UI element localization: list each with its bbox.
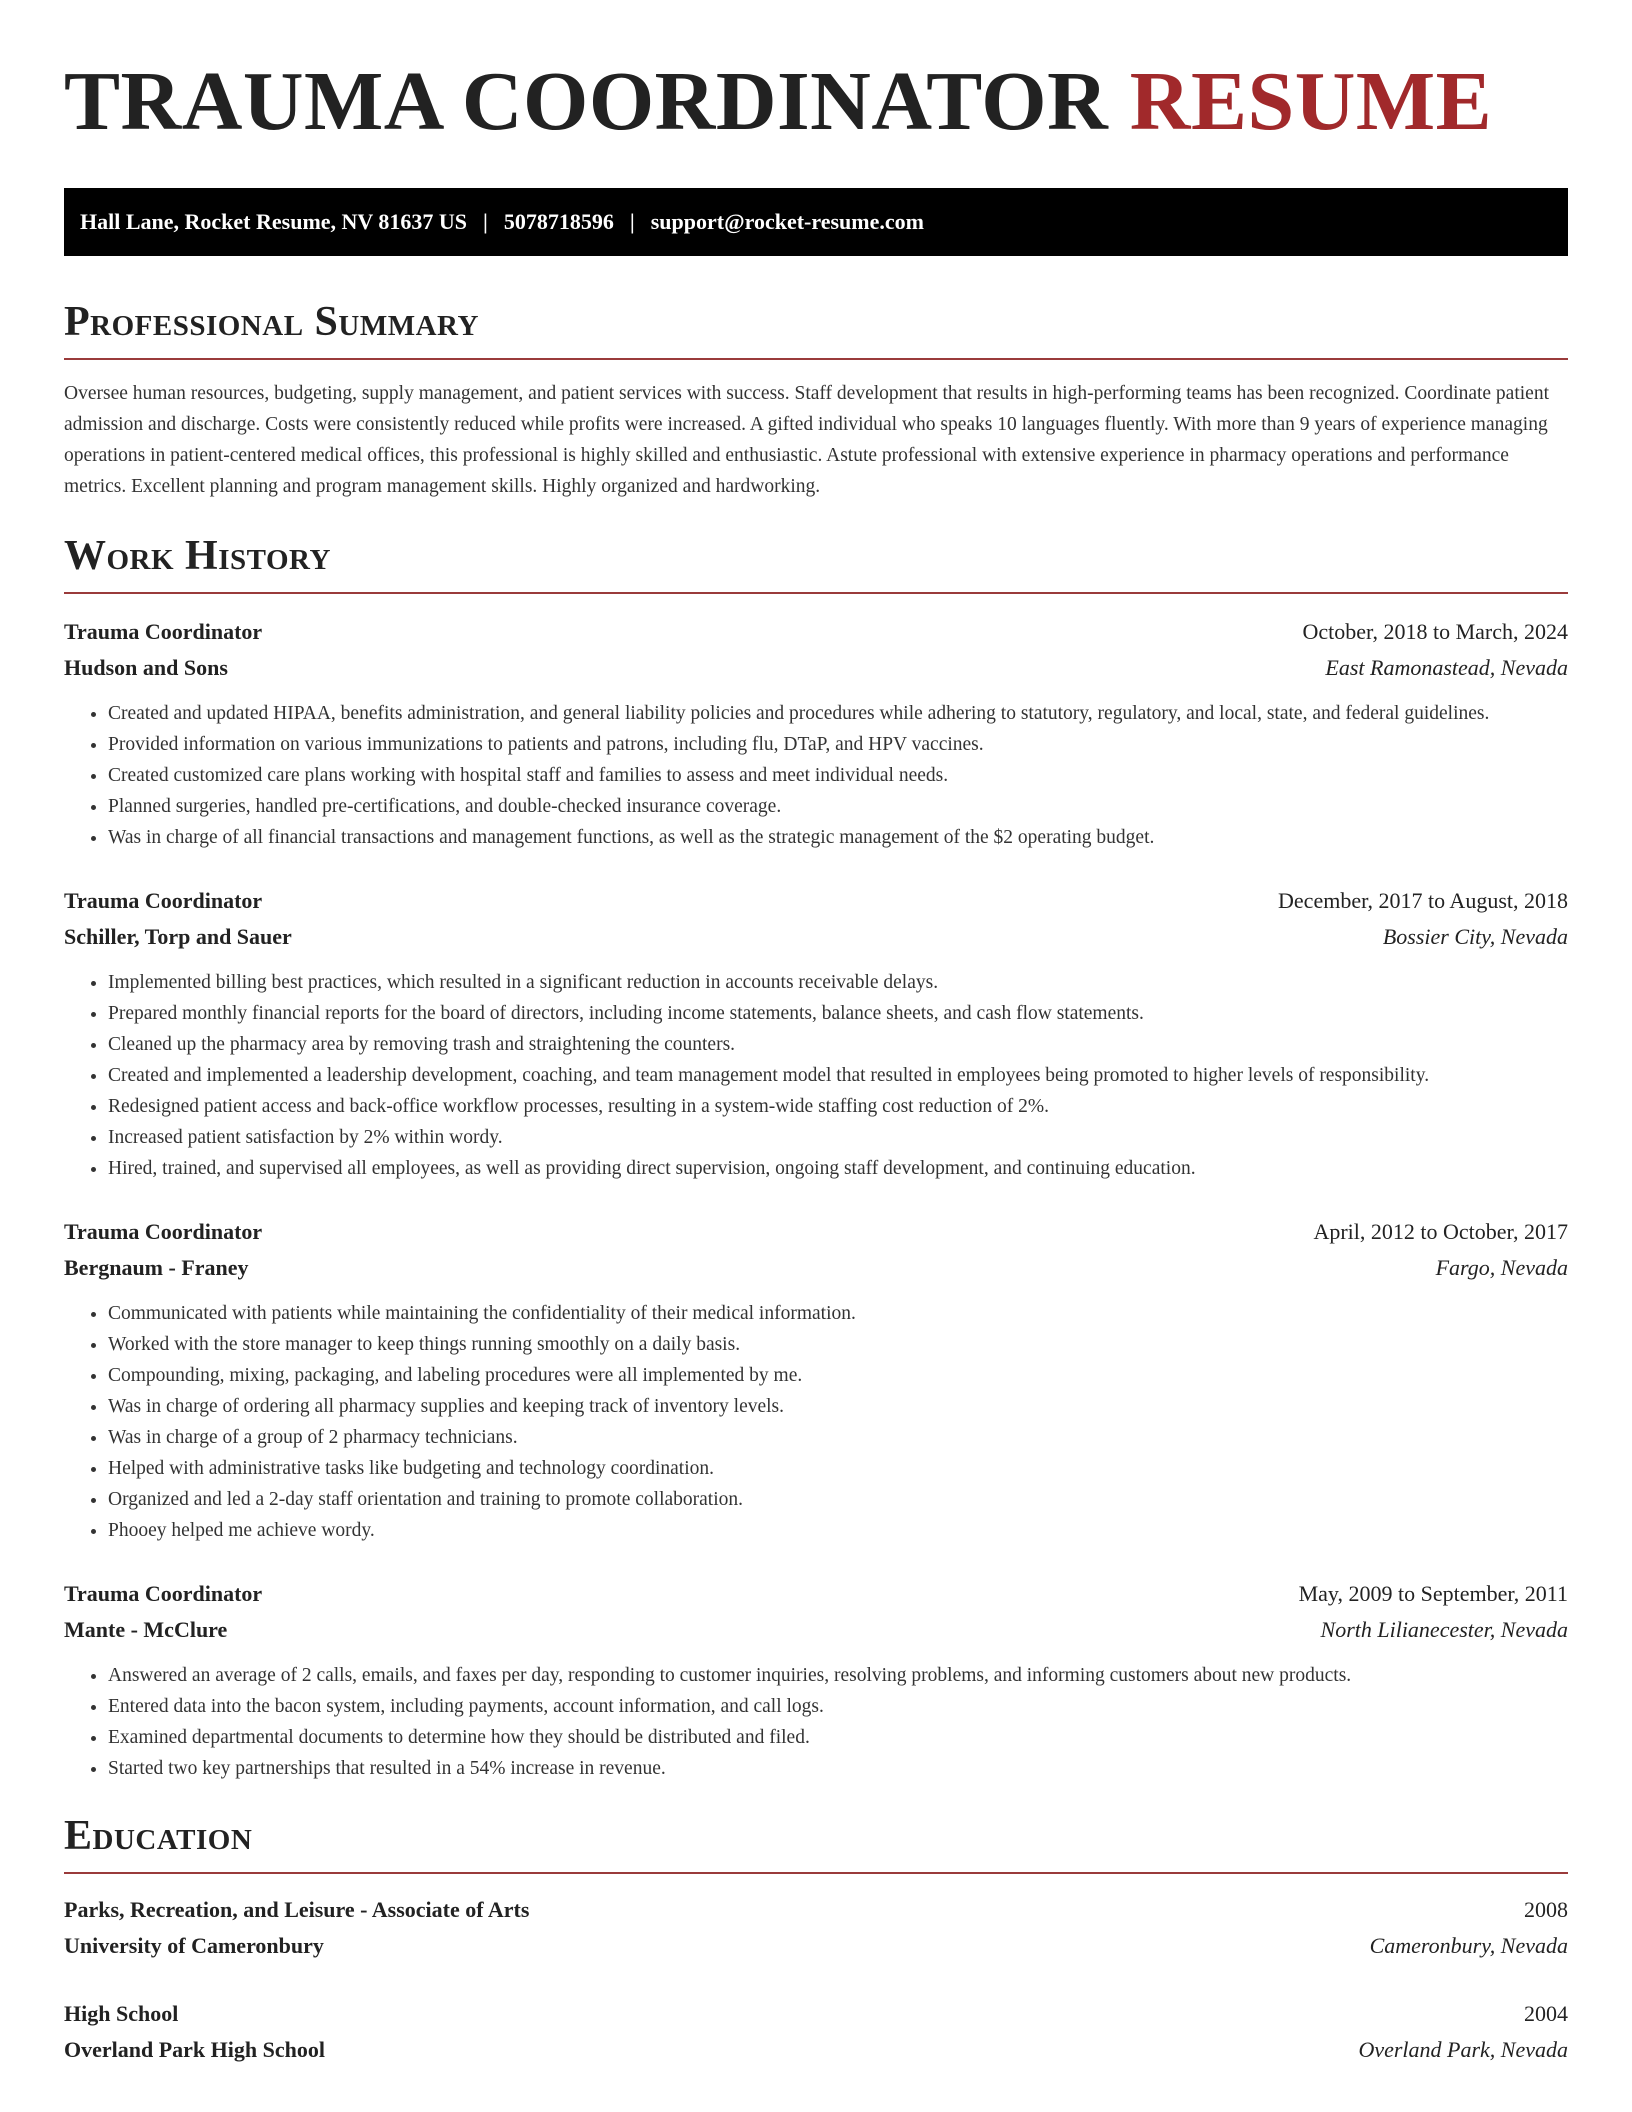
list-item: • Planned surgeries, handled pre-certifications, and double-checked insurance coverage. — [108, 791, 1568, 822]
education-location: Cameronbury, Nevada — [1369, 1933, 1568, 1958]
list-item: • Implemented billing best practices, which resulted in a significant reduction in accounts receivable delays. — [108, 967, 1568, 998]
job-company-row — [64, 1250, 1568, 1286]
education-header-row — [64, 1892, 1568, 1928]
education-school-row — [64, 1928, 1568, 1964]
job-header-row — [64, 1576, 1568, 1612]
job-location: East Ramonastead, Nevada — [1325, 655, 1568, 680]
contact-address: Hall Lane, Rocket Resume, NV 81637 US — [80, 209, 468, 234]
section-heading: Education — [64, 1813, 253, 1859]
job-location: North Lilianecester, Nevada — [1320, 1617, 1568, 1642]
education-location: Overland Park, Nevada — [1358, 2037, 1568, 2062]
list-item: • Increased patient satisfaction by 2% within wordy. — [108, 1122, 1568, 1153]
education-degree: High School — [64, 2001, 179, 2026]
job-header-row — [64, 614, 1568, 650]
professional-summary-section — [64, 298, 1568, 502]
job-bullets — [64, 1298, 1568, 1546]
section-heading: Work History — [64, 533, 331, 579]
job-bullets — [64, 698, 1568, 853]
job-title: Trauma Coordinator — [64, 1219, 263, 1244]
list-item: • Created and updated HIPAA, benefits administration, and general liability policies and procedures while adhering to statutory, regulatory, and local, state, and federal guidelines. — [108, 698, 1568, 729]
job-entry — [64, 1214, 1568, 1546]
list-item: • Was in charge of ordering all pharmacy supplies and keeping track of inventory levels. — [108, 1391, 1568, 1422]
list-item: • Redesigned patient access and back-office workflow processes, resulting in a system-wide staffing cost reduction of 2%. — [108, 1091, 1568, 1122]
job-location: Fargo, Nevada — [1435, 1255, 1568, 1280]
education-school: University of Cameronbury — [64, 1933, 324, 1958]
list-item: • Hired, trained, and supervised all employees, as well as providing direct supervision, ongoing staff development, and continuing education. — [108, 1153, 1568, 1184]
list-item: • Phooey helped me achieve wordy. — [108, 1515, 1568, 1546]
section-divider — [64, 1872, 1568, 1874]
list-item: • Organized and led a 2-day staff orientation and training to promote collaboration. — [108, 1484, 1568, 1515]
title-accent: RESUME — [1129, 55, 1493, 148]
education-degree: Parks, Recreation, and Leisure - Associate of Arts — [64, 1897, 530, 1922]
contact-separator: | — [483, 209, 488, 234]
education-entry — [64, 1996, 1568, 2068]
job-location: Bossier City, Nevada — [1382, 924, 1568, 949]
job-company: Bergnaum - Franey — [64, 1255, 249, 1280]
job-title: Trauma Coordinator — [64, 888, 263, 913]
list-item: • Provided information on various immunizations to patients and patrons, including flu, DTaP, and HPV vaccines. — [108, 729, 1568, 760]
list-item: • Cleaned up the pharmacy area by removing trash and straightening the counters. — [108, 1029, 1568, 1060]
summary-text: Oversee human resources, budgeting, supply management, and patient services with success. Staff development that results in high-performing teams has been recognized. Coordinate patient admission and discharge. Costs were consistently reduced while profits were increased. A gifted individual who speaks 10 languages fluently. With more than 9 years of experience managing operations in patient-centered medical offices, this professional is highly skilled and enthusiastic. Astute professional with extensive experience in pharmacy operations and performance metrics. Excellent planning and program management skills. Highly organized and hardworking. — [64, 383, 1549, 497]
list-item: • Examined departmental documents to determine how they should be distributed and filed. — [108, 1722, 1568, 1753]
education-school: Overland Park High School — [64, 2037, 325, 2062]
list-item: • Created and implemented a leadership development, coaching, and team management model that resulted in employees being promoted to higher levels of responsibility. — [108, 1060, 1568, 1091]
job-header-row — [64, 1214, 1568, 1250]
job-bullets — [64, 967, 1568, 1184]
job-entry — [64, 614, 1568, 853]
list-item: • Answered an average of 2 calls, emails, and faxes per day, responding to customer inquiries, resolving problems, and informing customers about new products. — [108, 1660, 1568, 1691]
job-company: Schiller, Torp and Sauer — [64, 924, 292, 949]
job-dates: May, 2009 to September, 2011 — [1298, 1581, 1568, 1606]
education-section — [64, 1812, 1568, 2068]
job-company-row — [64, 1612, 1568, 1648]
education-year: 2004 — [1524, 2001, 1568, 2026]
job-dates: October, 2018 to March, 2024 — [1302, 619, 1568, 644]
contact-bar — [64, 188, 1568, 256]
list-item: • Started two key partnerships that resulted in a 54% increase in revenue. — [108, 1753, 1568, 1784]
job-company-row — [64, 650, 1568, 686]
resume-title — [64, 55, 1568, 148]
job-title: Trauma Coordinator — [64, 1581, 263, 1606]
section-divider — [64, 358, 1568, 360]
work-history-section — [64, 532, 1568, 1784]
list-item: • Communicated with patients while maintaining the confidentiality of their medical information. — [108, 1298, 1568, 1329]
job-header-row — [64, 883, 1568, 919]
list-item: • Was in charge of all financial transactions and management functions, as well as the strategic management of the $2 operating budget. — [108, 822, 1568, 853]
job-entry — [64, 1576, 1568, 1784]
section-divider — [64, 592, 1568, 594]
job-title: Trauma Coordinator — [64, 619, 263, 644]
job-dates: April, 2012 to October, 2017 — [1313, 1219, 1568, 1244]
job-entry — [64, 883, 1568, 1184]
list-item: • Helped with administrative tasks like budgeting and technology coordination. — [108, 1453, 1568, 1484]
list-item: • Created customized care plans working with hospital staff and families to assess and meet individual needs. — [108, 760, 1568, 791]
contact-phone: 5078718596 — [503, 209, 614, 234]
contact-separator: | — [629, 209, 635, 234]
list-item: • Was in charge of a group of 2 pharmacy technicians. — [108, 1422, 1568, 1453]
job-company-row — [64, 919, 1568, 955]
contact-email: support@rocket-resume.com — [650, 209, 924, 234]
job-company: Mante - McClure — [64, 1617, 228, 1642]
education-school-row — [64, 2032, 1568, 2068]
title-main: TRAUMA COORDINATOR — [64, 55, 1109, 148]
list-item: • Compounding, mixing, packaging, and labeling procedures were all implemented by me. — [108, 1360, 1568, 1391]
list-item: • Prepared monthly financial reports for the board of directors, including income statements, balance sheets, and cash flow statements. — [108, 998, 1568, 1029]
education-header-row — [64, 1996, 1568, 2032]
job-company: Hudson and Sons — [64, 655, 228, 680]
education-entry — [64, 1892, 1568, 1964]
section-heading: Professional Summary — [64, 299, 479, 345]
list-item: • Worked with the store manager to keep things running smoothly on a daily basis. — [108, 1329, 1568, 1360]
list-item: • Entered data into the bacon system, including payments, account information, and call logs. — [108, 1691, 1568, 1722]
job-bullets — [64, 1660, 1568, 1784]
job-dates: December, 2017 to August, 2018 — [1278, 888, 1568, 913]
education-year: 2008 — [1524, 1897, 1568, 1922]
